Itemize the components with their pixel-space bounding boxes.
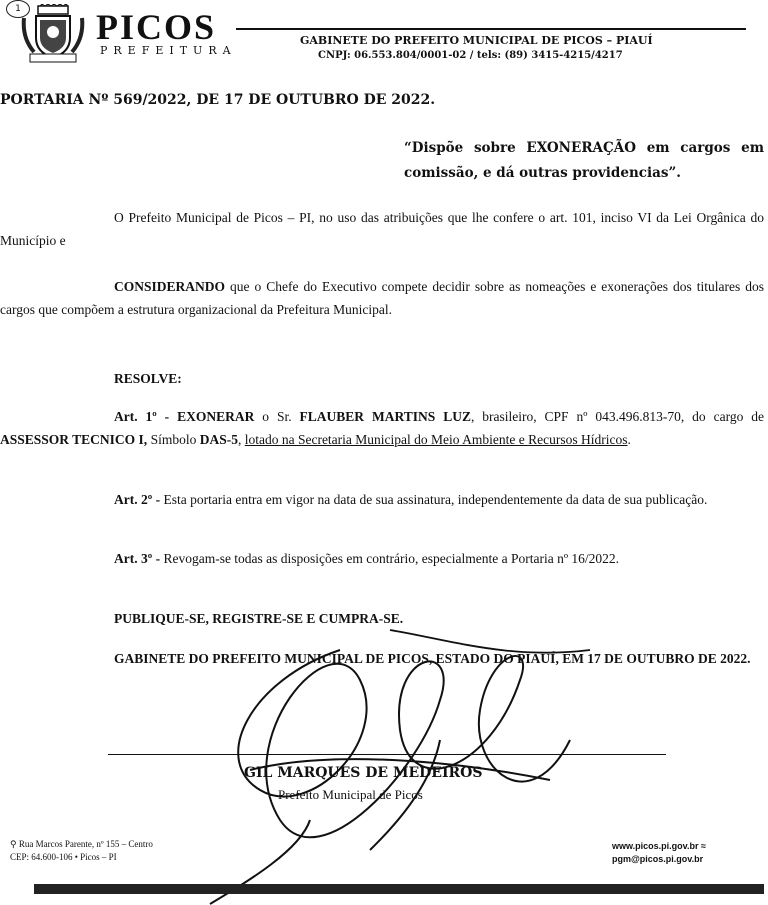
resolve-label: RESOLVE: <box>114 371 182 386</box>
page-number: 1 <box>6 0 30 18</box>
considerando-text: que o Chefe do Executivo compete decidir sobre as nomeações e exonerações dos titulares dos cargos que compõem a estrutura organizacional da Prefeitura Municipal. <box>0 279 764 317</box>
resolve-heading <box>0 367 764 390</box>
article-1 <box>0 405 764 451</box>
art1-text-5: . <box>627 432 631 447</box>
footer-website[interactable] <box>612 841 706 851</box>
art1-simbolo: DAS-5 <box>199 432 238 447</box>
footer-email[interactable]: pgm@picos.pi.gov.br <box>612 854 704 864</box>
article-3 <box>0 547 764 570</box>
website-text[interactable]: www.picos.pi.gov.br <box>612 841 699 851</box>
considerando-label: CONSIDERANDO <box>114 279 226 294</box>
art1-text-1: o Sr. <box>254 409 300 424</box>
art2-text: Esta portaria entra em vigor na data de sua assinatura, independentemente da data de sua publicação. <box>163 492 708 507</box>
footer-address-line1 <box>10 839 153 850</box>
publique-text: PUBLIQUE-SE, REGISTRE-SE E CUMPRA-SE. <box>114 611 404 626</box>
logo-subtext: PREFEITURA <box>100 44 237 57</box>
art1-name: FLAUBER MARTINS LUZ <box>299 409 471 424</box>
footer-address-line2: CEP: 64.600-106 • Picos – PI <box>10 852 117 862</box>
art1-text-3: Símbolo <box>147 432 200 447</box>
art1-text-2: , brasileiro, CPF nº 043.496.813-70, do cargo de <box>470 409 764 424</box>
signature-line <box>108 754 666 755</box>
art1-action: EXONERAR <box>177 409 255 424</box>
art2-label: Art. 2º - <box>114 492 164 507</box>
header-rule <box>236 28 746 30</box>
art3-text: Revogam-se todas as disposições em contrário, especialmente a Portaria nº 16/2022. <box>163 551 620 566</box>
art3-label: Art. 3º - <box>114 551 164 566</box>
gabinete-text: GABINETE DO PREFEITO MUNICIPAL DE PICOS, ESTADO DO PIAUÍ, EM 17 DE OUTUBRO DE 2022. <box>114 651 751 666</box>
gabinete-closing <box>0 647 764 670</box>
footer-bar <box>34 884 764 894</box>
logo-text: PICOS <box>96 7 217 47</box>
art1-label: Art. 1º - <box>114 409 178 424</box>
art1-text-4: , <box>237 432 245 447</box>
considerando-paragraph <box>0 275 764 321</box>
wifi-icon: ≈ <box>698 841 706 851</box>
art1-cargo: ASSESSOR TECNICO I, <box>0 432 148 447</box>
map-pin-icon: ⚲ <box>10 839 19 849</box>
document-title: PORTARIA Nº 569/2022, DE 17 DE OUTUBRO DE 2022. <box>0 92 436 108</box>
municipal-crest-icon <box>20 4 86 64</box>
address-text-1: Rua Marcos Parente, nº 155 – Centro <box>18 839 153 849</box>
publique-line <box>0 607 764 630</box>
preamble: O Prefeito Municipal de Picos – PI, no uso das atribuições que lhe confere o art. 101, inciso VI da Lei Orgânica do Município e <box>0 210 764 248</box>
header-office: GABINETE DO PREFEITO MUNICIPAL DE PICOS – PIAUÍ <box>300 34 653 47</box>
signatory-name: GIL MARQUES DE MEDEIROS <box>244 765 483 781</box>
ementa: “Dispõe sobre EXONERAÇÃO em cargos em comissão, e dá outras providencias”. <box>404 140 764 181</box>
article-2 <box>0 488 764 511</box>
art1-lotacao: lotado na Secretaria Municipal do Meio Ambiente e Recursos Hídricos <box>244 432 628 447</box>
header-contact: CNPJ: 06.553.804/0001-02 / tels: (89) 3415-4215/4217 <box>318 50 623 61</box>
signatory-role: Prefeito Municipal de Picos <box>278 787 423 802</box>
